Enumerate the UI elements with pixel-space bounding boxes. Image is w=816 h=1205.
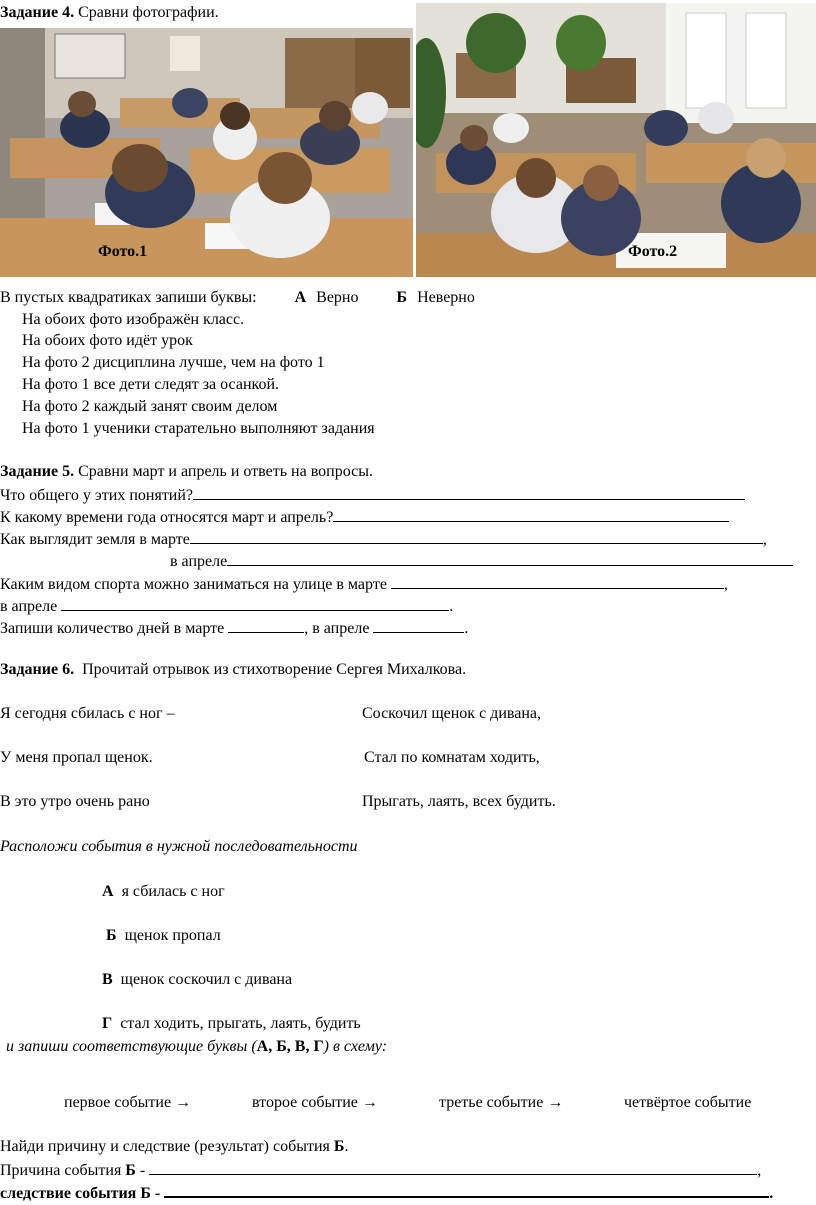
scheme-step: второе событие →: [252, 1094, 378, 1111]
photo-1: [0, 28, 413, 277]
task5-q3-line: [0, 529, 767, 549]
comma: ,: [757, 1162, 762, 1179]
task5-q2: К какому времени года относятся март и апрель?: [0, 509, 334, 526]
answer-blank[interactable]: [193, 485, 745, 500]
comma: ,: [723, 576, 728, 593]
task5-q3b: в апреле: [170, 553, 228, 570]
event-text: щенок пропал: [124, 927, 221, 944]
write-post: ) в схему:: [323, 1038, 388, 1055]
task5-q5a: Запиши количество дней в марте: [0, 620, 225, 637]
scheme-step: первое событие →: [64, 1094, 192, 1111]
effect-answer-blank[interactable]: [164, 1182, 769, 1198]
event-item: [106, 927, 221, 945]
task5-q4-line: [0, 574, 728, 594]
write-letters: А, Б, В, Г: [256, 1038, 324, 1055]
period: .: [449, 598, 454, 615]
photo-1-label: Фото.1: [98, 243, 148, 260]
comma: ,: [762, 531, 767, 548]
poem-line: Я сегодня сбилась с ног –: [0, 705, 175, 722]
task5-heading: [0, 463, 373, 481]
option-a-text: Верно: [316, 289, 359, 306]
event-text: стал ходить, прыгать, лаять, будить: [120, 1015, 361, 1032]
answer-blank[interactable]: [373, 618, 464, 633]
answer-blank[interactable]: [227, 551, 793, 566]
statement: На фото 1 все дети следят за осанкой.: [22, 376, 280, 393]
event-text: я сбилась с ног: [121, 883, 225, 900]
task5-q4b: в апреле: [0, 598, 58, 615]
scheme-step: четвёртое событие: [624, 1094, 752, 1111]
task6-heading: [0, 661, 466, 679]
task6-text: Прочитай отрывок из стихотворение Сергея Михалкова.: [82, 661, 467, 678]
cause-title-pre: Найди причину и следствие (результат) события: [0, 1138, 330, 1155]
answer-blank[interactable]: [190, 529, 763, 544]
answer-blank[interactable]: [333, 507, 729, 522]
task4-text: Сравни фотографии.: [78, 4, 219, 21]
task6-write-instruction: [6, 1038, 387, 1056]
event-item: [102, 883, 225, 901]
photo-2: [416, 3, 816, 277]
cause-dash: -: [139, 1162, 146, 1179]
task5-label: Задание 5.: [0, 463, 75, 480]
task5-q4: Каким видом спорта можно заниматься на улице в марте: [0, 576, 387, 593]
poem-line: Прыгать, лаять, всех будить.: [362, 793, 556, 810]
statement: На фото 1 ученики старательно выполняют задания: [22, 420, 375, 437]
cause-title-letter: Б: [333, 1138, 345, 1155]
task5-q5-line: [0, 618, 468, 638]
period: .: [769, 1185, 774, 1202]
option-b-letter: Б: [396, 289, 408, 306]
task4-label: Задание 4.: [0, 4, 75, 21]
task4-instruction: В пустых квадратиках запиши буквы:: [0, 289, 257, 306]
task4-heading: [0, 4, 219, 22]
event-letter: В: [102, 971, 113, 988]
event-letter: Г: [102, 1015, 113, 1032]
poem-line: Соскочил щенок с дивана,: [362, 705, 541, 722]
event-item: [102, 1015, 361, 1033]
poem-line: Стал по комнатам ходить,: [364, 749, 540, 766]
cause-answer-blank[interactable]: [149, 1160, 757, 1175]
task5-q2-line: [0, 507, 729, 527]
cause-label: Причина события: [0, 1162, 122, 1179]
task5-q5b: , в апреле: [304, 620, 370, 637]
task6-label: Задание 6.: [0, 661, 75, 678]
statement: На обоих фото изображён класс.: [22, 311, 245, 328]
task5-q3b-line: [170, 551, 793, 571]
task5-q3: Как выглядит земля в марте: [0, 531, 190, 548]
event-text: щенок соскочил с дивана: [120, 971, 293, 988]
answer-blank[interactable]: [228, 618, 304, 633]
statement: На обоих фото идёт урок: [22, 332, 193, 349]
classroom-photo-1: [0, 28, 413, 277]
cause-letter: Б: [125, 1162, 136, 1179]
event-item: [102, 971, 292, 989]
event-letter: А: [102, 883, 114, 900]
answer-blank[interactable]: [391, 574, 724, 589]
option-a-letter: А: [294, 289, 307, 306]
cause-line: [0, 1160, 761, 1180]
statement: На фото 2 дисциплина лучше, чем на фото 1: [22, 354, 325, 371]
answer-blank[interactable]: [61, 596, 449, 611]
task5-text: Сравни март и апрель и ответь на вопросы.: [78, 463, 373, 480]
cause-title-post: .: [344, 1138, 349, 1155]
poem-line: В это утро очень рано: [0, 793, 150, 810]
effect-line: [0, 1182, 773, 1203]
task5-q1: Что общего у этих понятий?: [0, 487, 194, 504]
statement: На фото 2 каждый занят своим делом: [22, 398, 278, 415]
task4-instruction-line: [0, 289, 475, 307]
option-b-text: Неверно: [417, 289, 475, 306]
task5-q4b-line: [0, 596, 453, 616]
effect-label: следствие события Б -: [0, 1185, 161, 1202]
poem-line: У меня пропал щенок.: [0, 749, 153, 766]
photo-2-label: Фото.2: [628, 243, 678, 260]
classroom-photo-2: [416, 3, 816, 277]
task6-instruction: Расположи события в нужной последовательности: [0, 838, 358, 855]
cause-effect-title: [0, 1138, 348, 1156]
task5-q1-line: [0, 485, 745, 505]
period: .: [464, 620, 469, 637]
write-pre: и запиши соответствующие буквы (: [6, 1038, 257, 1055]
event-letter: Б: [106, 927, 117, 944]
scheme-step: третье событие →: [439, 1094, 564, 1111]
